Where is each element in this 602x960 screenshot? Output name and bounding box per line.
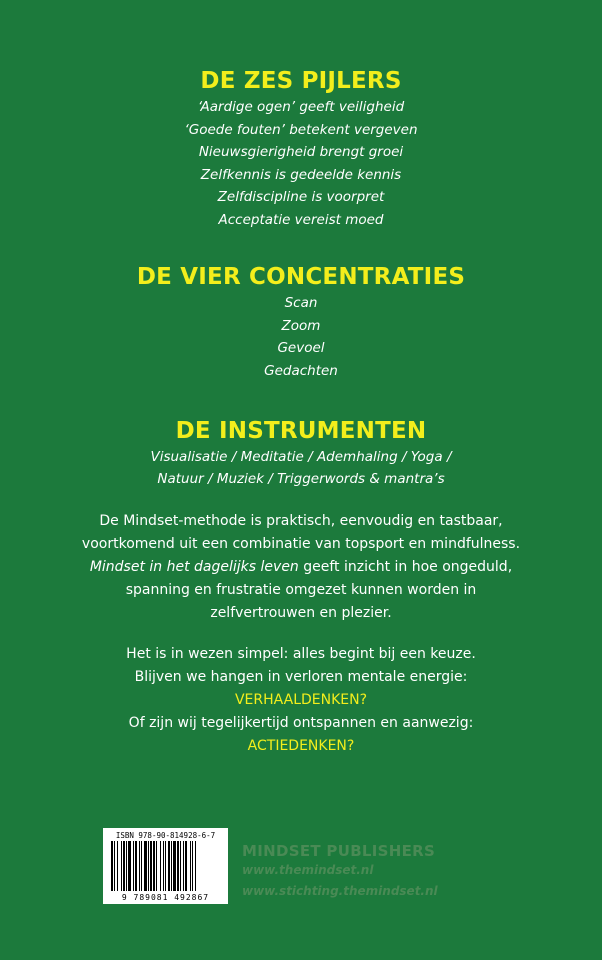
barcode-bar	[150, 841, 152, 891]
barcode-bar	[156, 841, 157, 891]
instruments-section	[0, 418, 602, 490]
barcode-bar	[171, 841, 172, 891]
pillar-item: ‘Aardige ogen’ geeft veiligheid	[197, 99, 405, 115]
publisher-url: www.stichting.themindset.nl	[242, 884, 438, 898]
barcode-bar	[139, 841, 140, 891]
pillar-item: Nieuwsgierigheid brengt groei	[198, 144, 404, 160]
barcode-bar	[135, 841, 137, 891]
concentration-item: Scan	[284, 295, 318, 311]
barcode-bar	[183, 841, 184, 891]
barcode-bar	[195, 841, 196, 891]
barcode-bar	[128, 841, 131, 891]
choice-line: Of zijn wij tegelijkertijd ontspannen en aanwezig:	[128, 715, 474, 731]
description-line-rest: geeft inzicht in hoe ongeduld,	[298, 559, 513, 575]
barcode-bar	[133, 841, 134, 891]
barcode-bar	[177, 841, 179, 891]
barcode-number: 9 789081 492867	[121, 893, 210, 902]
barcode-bar	[123, 841, 125, 891]
description-line: voortkomend uit een combinatie van topsport en mindfulness.	[81, 536, 521, 552]
barcode-bar	[121, 841, 122, 891]
publisher-url: www.themindset.nl	[242, 863, 374, 877]
barcode-bar	[141, 841, 142, 891]
barcode-bar	[114, 841, 115, 891]
pillar-item: Zelfdiscipline is voorpret	[217, 189, 385, 205]
pillar-item: ‘Goede fouten’ betekent vergeven	[184, 121, 418, 138]
description-paragraph	[0, 510, 602, 625]
publisher-block	[242, 842, 438, 902]
isbn-label: ISBN 978-90-814928-6-7	[115, 831, 216, 840]
instruments-title: DE INSTRUMENTEN	[175, 418, 427, 444]
description-line: zelfvertrouwen en plezier.	[210, 605, 392, 621]
instruments-line: Natuur / Muziek / Triggerwords & mantra’s	[157, 471, 445, 487]
choice-line: Het is in wezen simpel: alles begint bij een keuze.	[126, 646, 476, 662]
barcode-bar	[163, 841, 164, 891]
description-line	[0, 556, 602, 579]
barcode-bar	[165, 841, 166, 891]
barcode-bar	[111, 841, 113, 891]
pillar-item: Zelfkennis is gedeelde kennis	[200, 166, 402, 183]
concentration-item: Gevoel	[277, 340, 325, 356]
barcode-bar	[144, 841, 147, 891]
barcode-bar	[185, 841, 187, 891]
barcode-bar	[168, 841, 170, 891]
barcode-bar	[173, 841, 176, 891]
description-line: spanning en frustratie omgezet kunnen worden in	[125, 582, 477, 598]
choice-highlight: VERHAALDENKEN?	[234, 692, 368, 708]
concentrations-title: DE VIER CONCENTRATIES	[136, 264, 466, 290]
pillars-section	[0, 68, 602, 231]
concentration-item: Gedachten	[264, 362, 338, 379]
choice-line: Blijven we hangen in verloren mentale energie:	[134, 669, 468, 685]
barcode-bars	[111, 841, 220, 891]
book-title-italic: Mindset in het dagelijks leven	[89, 559, 299, 575]
barcode-bar	[153, 841, 155, 891]
barcode-bar	[190, 841, 191, 891]
choice-paragraph	[0, 643, 602, 758]
barcode-bar	[160, 841, 161, 891]
pillar-item: Acceptatie vereist moed	[218, 211, 384, 228]
barcode-bar	[117, 841, 118, 891]
isbn-barcode	[103, 828, 228, 904]
barcode-bar	[180, 841, 181, 891]
choice-highlight: ACTIEDENKEN?	[247, 738, 355, 754]
publisher-name: MINDSET PUBLISHERS	[242, 842, 436, 860]
concentration-item: Zoom	[281, 317, 321, 334]
description-line: De Mindset-methode is praktisch, eenvoudig en tastbaar,	[99, 513, 503, 529]
pillars-title: DE ZES PIJLERS	[200, 68, 402, 94]
barcode-bar	[192, 841, 193, 891]
concentrations-section	[0, 264, 602, 382]
barcode-bar	[148, 841, 149, 891]
barcode-bar	[126, 841, 127, 891]
instruments-line: Visualisatie / Meditatie / Ademhaling / Yoga /	[150, 449, 452, 465]
